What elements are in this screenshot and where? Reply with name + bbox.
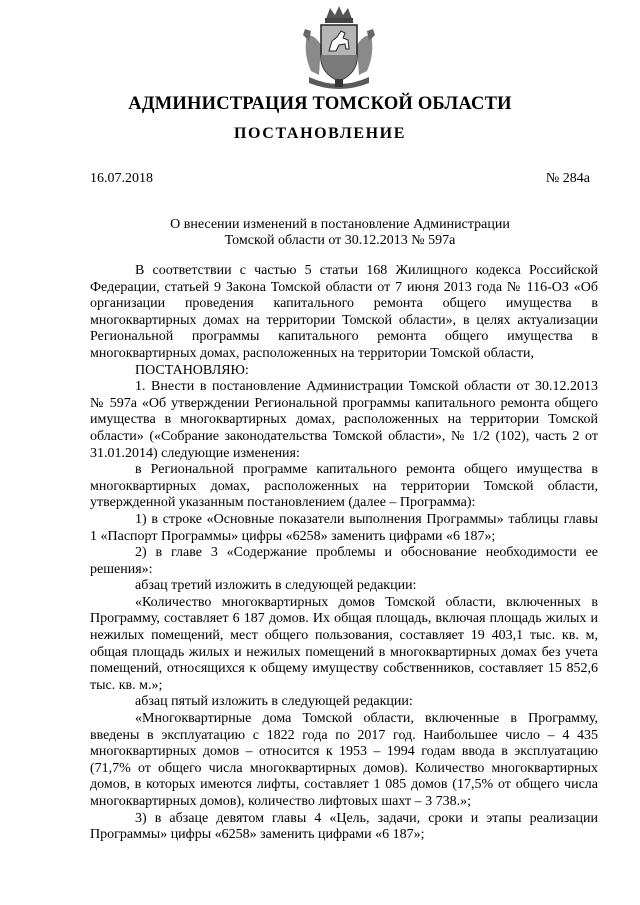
body-paragraph: абзац пятый изложить в следующей редакции: bbox=[135, 694, 413, 710]
body-paragraph: 1. Внести в постановление Администрации Томской области от 30.12.2013 № 597а «Об утверждении Региональной программы капитального ремонта общего имущества в многоквартирных домах, расположенных на территории Томской области» («Собрание законодательства Томской области», № 1/2 (102), часть 2 от 31.01.2014) следующие изменения: bbox=[90, 379, 598, 461]
body-paragraph: «Количество многоквартирных домов Томской области, включенных в Программу, составляет 6 187 домов. Их общая площадь, включая площадь жилых и нежилых помещений, мест общего пользования, составляет 19 403,1 тыс. кв. м, общая площадь жилых и нежилых помещений в многоквартирных домах без учета помещений, относящихся к общему имуществу собственников, составляет 15 852,6 тыс. кв. м.»; bbox=[90, 594, 598, 693]
body-paragraph: В соответствии с частью 5 статьи 168 Жилищного кодекса Российской Федерации, статьей 9 Закона Томской области от 7 июня 2013 года № 116-ОЗ «Об организации проведения капитального ремонта общего имущества в многоквартирных домах на территории Томской области», в целях актуализации Региональной программы капитального ремонта общего имущества в многоквартирных домах, расположенных на территории Томской области, bbox=[90, 263, 598, 361]
body-paragraph: абзац третий изложить в следующей редакции: bbox=[135, 578, 417, 594]
coat-of-arms-icon bbox=[299, 5, 379, 89]
body-paragraph: ПОСТАНОВЛЯЮ: bbox=[135, 362, 249, 378]
document-number: № 284а bbox=[545, 171, 590, 186]
body-paragraph: в Региональной программе капитального ремонта общего имущества в многоквартирных домах, расположенных на территории Томской области, утвержденной указанным постановлением (далее – Программа): bbox=[90, 462, 598, 511]
subject-line: Томской области от 30.12.2013 № 597а bbox=[224, 233, 456, 248]
body-paragraph: 2) в главе 3 «Содержание проблемы и обоснование необходимости ее решения»: bbox=[90, 545, 598, 577]
document-body bbox=[90, 263, 598, 844]
document-type: ПОСТАНОВЛЕНИЕ bbox=[234, 125, 406, 142]
body-paragraph: 1) в строке «Основные показатели выполнения Программы» таблицы главы 1 «Паспорт Программы» цифры «6258» заменить цифрами «6 187»; bbox=[90, 511, 598, 544]
document-date: 16.07.2018 bbox=[90, 171, 153, 186]
subject-line: О внесении изменений в постановление Администрации bbox=[170, 217, 510, 232]
organization-title: АДМИНИСТРАЦИЯ ТОМСКОЙ ОБЛАСТИ bbox=[128, 94, 512, 114]
document-subject bbox=[90, 217, 590, 249]
body-paragraph: 3) в абзаце девятом главы 4 «Цель, задачи, сроки и этапы реализации Программы» цифры «6258» заменить цифрами «6 187»; bbox=[90, 810, 598, 843]
body-paragraph: «Многоквартирные дома Томской области, включенные в Программу, введены в эксплуатацию с 1822 года по 2017 год. Наибольшее число – 4 435 многоквартирных домов – относится к 1953 – 1994 годам ввода в эксплуатацию (71,7% от общего числа многоквартирных домов). Количество многоквартирных домов, в которых имеются лифты, составляет 1 085 домов (17,5% от общего числа многоквартирных домов), количество лифтовых шахт – 3 738.»; bbox=[90, 711, 598, 809]
